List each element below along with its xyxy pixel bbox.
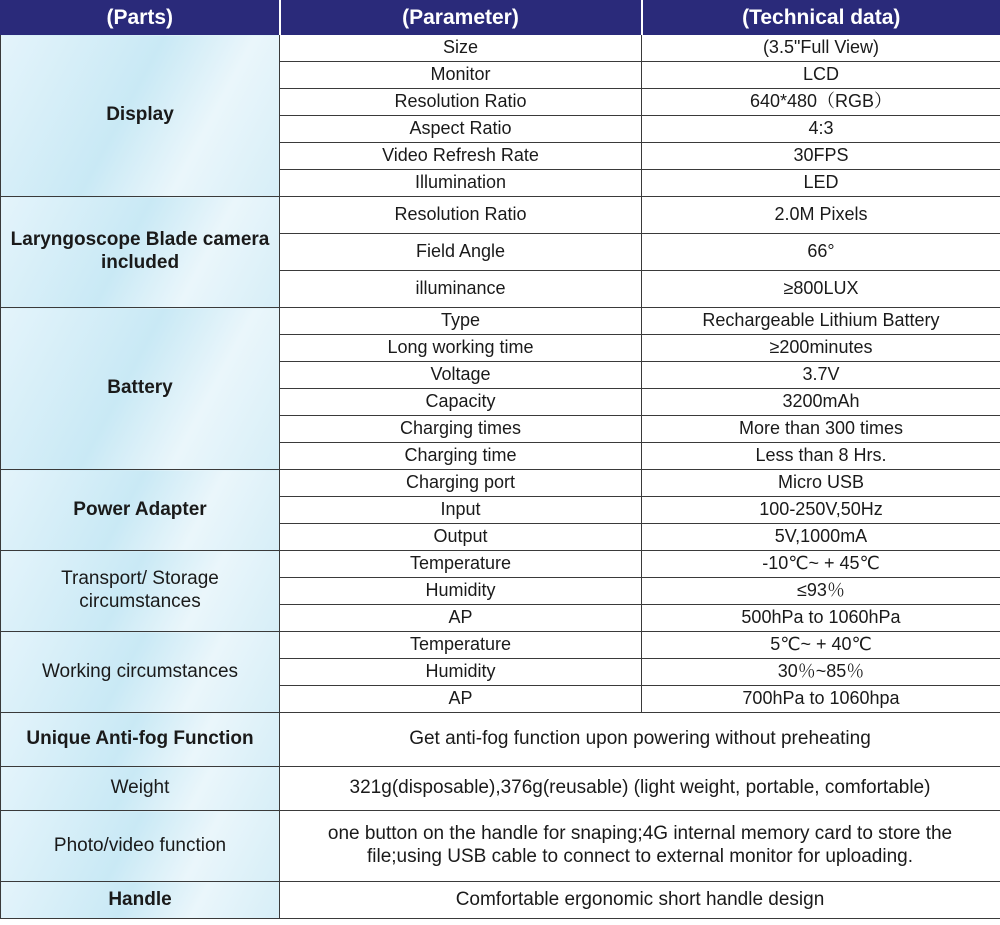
value-cell: one button on the handle for snaping;4G internal memory card to store the file;using USB cable to connect to external monitor for uploading. [280,811,1000,882]
header-technical-data: (Technical data) [642,1,1000,35]
param-cell: Capacity [280,389,642,416]
table-row [1,35,1000,62]
value-cell: More than 300 times [642,416,1000,443]
header-row [1,1,1000,35]
param-cell: Monitor [280,62,642,89]
table-row [1,470,1000,497]
table-row [1,308,1000,335]
param-cell: Humidity [280,578,642,605]
value-cell: 30％~85％ [642,659,1000,686]
param-cell: Resolution Ratio [280,89,642,116]
value-cell: 3200mAh [642,389,1000,416]
value-cell: 700hPa to 1060hpa [642,686,1000,713]
value-cell: 4:3 [642,116,1000,143]
header-parts: (Parts) [1,1,280,35]
value-cell: (3.5"Full View) [642,35,1000,62]
value-cell: Rechargeable Lithium Battery [642,308,1000,335]
param-cell: Output [280,524,642,551]
part-working: Working circumstances [1,632,280,713]
part-weight: Weight [1,767,280,811]
param-cell: AP [280,686,642,713]
table-row [1,882,1000,919]
param-cell: Size [280,35,642,62]
value-cell: ≥800LUX [642,271,1000,308]
param-cell: Voltage [280,362,642,389]
param-cell: Charging time [280,443,642,470]
param-cell: Type [280,308,642,335]
value-cell: 3.7V [642,362,1000,389]
value-cell: 5V,1000mA [642,524,1000,551]
param-cell: Field Angle [280,234,642,271]
value-cell: Less than 8 Hrs. [642,443,1000,470]
param-cell: Temperature [280,632,642,659]
value-cell: ≤93％ [642,578,1000,605]
value-cell: 66° [642,234,1000,271]
value-cell: ≥200minutes [642,335,1000,362]
value-cell: 321g(disposable),376g(reusable) (light weight, portable, comfortable) [280,767,1000,811]
table-row [1,767,1000,811]
param-cell: Temperature [280,551,642,578]
value-cell: 5℃~ + 40℃ [642,632,1000,659]
part-handle: Handle [1,882,280,919]
param-cell: Long working time [280,335,642,362]
param-cell: Charging times [280,416,642,443]
value-cell: 2.0M Pixels [642,197,1000,234]
value-cell: LED [642,170,1000,197]
value-cell: 640*480（RGB） [642,89,1000,116]
value-cell: 100-250V,50Hz [642,497,1000,524]
part-power-adapter: Power Adapter [1,470,280,551]
param-cell: Video Refresh Rate [280,143,642,170]
param-cell: AP [280,605,642,632]
value-cell: LCD [642,62,1000,89]
table-row [1,551,1000,578]
part-battery: Battery [1,308,280,470]
part-camera: Laryngoscope Blade camera included [1,197,280,308]
table-row [1,713,1000,767]
param-cell: illuminance [280,271,642,308]
value-cell: Comfortable ergonomic short handle design [280,882,1000,919]
param-cell: Input [280,497,642,524]
param-cell: Aspect Ratio [280,116,642,143]
table-row [1,811,1000,882]
value-cell: 30FPS [642,143,1000,170]
part-antifog: Unique Anti-fog Function [1,713,280,767]
value-cell: -10℃~ + 45℃ [642,551,1000,578]
part-transport-storage: Transport/ Storage circumstances [1,551,280,632]
value-cell: Get anti-fog function upon powering without preheating [280,713,1000,767]
table-row [1,197,1000,234]
table-row [1,632,1000,659]
param-cell: Illumination [280,170,642,197]
param-cell: Resolution Ratio [280,197,642,234]
param-cell: Humidity [280,659,642,686]
part-photo-video: Photo/video function [1,811,280,882]
header-parameter: (Parameter) [280,1,642,35]
param-cell: Charging port [280,470,642,497]
part-display: Display [1,35,280,197]
value-cell: 500hPa to 1060hPa [642,605,1000,632]
value-cell: Micro USB [642,470,1000,497]
